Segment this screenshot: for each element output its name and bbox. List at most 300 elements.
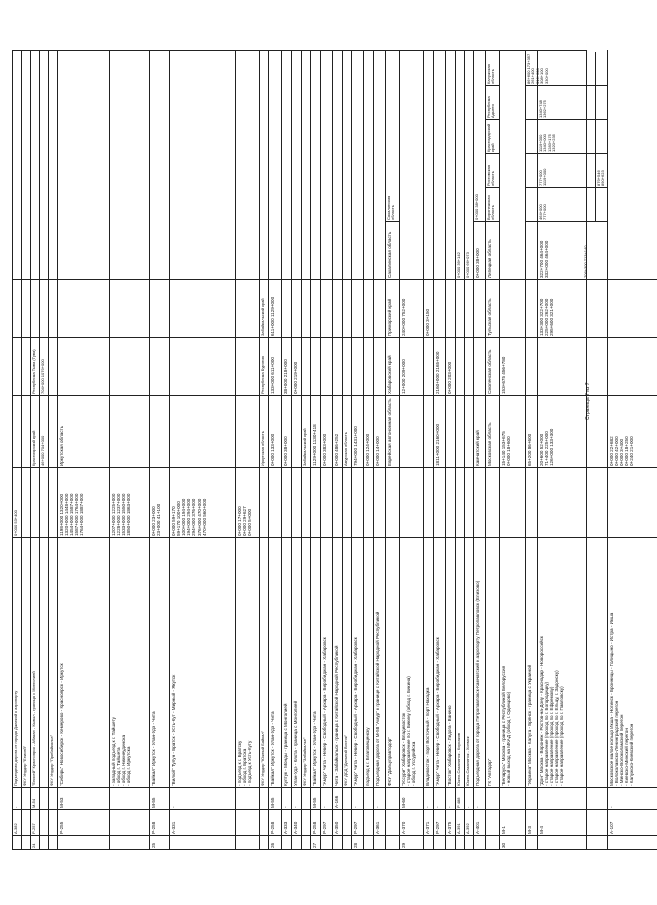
table-cell-r3 xyxy=(500,222,525,280)
table-cell-name: Култук - Монды - граница с Монголией xyxy=(282,538,291,788)
region-header-cell: Калужская область xyxy=(485,52,499,86)
table-row xyxy=(149,50,169,850)
table-cell-name: "Амур" Чита - Невер - Свободный - Архара - Биробиджан - Хабаровск xyxy=(321,538,332,788)
table-cell-old xyxy=(386,788,399,810)
don-km-cell: 464+000 777+000 xyxy=(537,188,607,222)
don-km-cell: 777+000 1119+000 xyxy=(537,154,607,188)
table-cell-no xyxy=(465,836,473,850)
table-cell-r1 xyxy=(321,338,332,396)
table-cell-r3 xyxy=(31,222,39,280)
table-cell-code: А-340 xyxy=(292,810,301,836)
table-cell-r1 xyxy=(311,338,320,396)
table-cell-name: ФКУ "Дальуправтодор" xyxy=(386,538,399,788)
table-cell-code: Р-297 xyxy=(434,810,445,836)
table-cell-region xyxy=(110,396,149,468)
table-cell-name: Владивосток - порт Восточный - порт Находка xyxy=(424,538,433,788)
don-old-km-cell xyxy=(595,188,607,222)
table-cell-region xyxy=(49,396,57,468)
table-cell-region: 0+000 383+000 xyxy=(321,396,332,468)
table-cell-name: "Сибирь" Новосибирск - Кемерово - Красноярск - Иркутск xyxy=(58,538,109,788)
table-cell-no xyxy=(343,836,351,850)
table-cell-old xyxy=(500,788,525,810)
table-cell-no xyxy=(13,836,21,850)
table-cell-region: 20+600 52+000 71+400 225+000 126+000 133+300 xyxy=(538,396,607,468)
table-cell-r2 xyxy=(352,280,363,338)
table-cell-region xyxy=(13,396,21,468)
table-cell-old: - xyxy=(374,788,385,810)
table-cell-name: ФКУ Упрдор "Южный Байкал" xyxy=(260,538,268,788)
table-cell-code: А-107 xyxy=(608,810,657,836)
table-cell-r3: 0+000 39+142 xyxy=(456,222,464,280)
table-cell-region: 46+000 704+000 xyxy=(40,396,48,468)
table-cell-old: - xyxy=(170,788,235,810)
sakhalin-header-cell: Сахалинская область xyxy=(385,188,399,222)
table-cell-code xyxy=(386,810,399,836)
table-cell-r3 xyxy=(170,222,235,280)
table-cell-code: Р-297 xyxy=(321,810,332,836)
table-cell-old: М-60 xyxy=(400,788,423,810)
table-cell-code: М-4 xyxy=(538,810,607,836)
table-cell-km xyxy=(321,468,332,538)
table-row xyxy=(268,50,281,850)
table-cell-name: подъезд к г. Благовещенску xyxy=(364,538,373,788)
table-row xyxy=(455,50,464,850)
table-row xyxy=(281,50,291,850)
table-cell-r1 xyxy=(608,338,657,396)
table-cell-r2 xyxy=(474,280,485,338)
table-cell-r2 xyxy=(282,280,291,338)
table-cell-old xyxy=(538,788,607,810)
table-cell-code: А-371 xyxy=(424,810,433,836)
table-cell-region: 65+200 86+600 xyxy=(526,396,537,468)
table-cell-r2 xyxy=(333,280,342,338)
table-cell-km xyxy=(311,468,320,538)
table-cell-code: А-392 xyxy=(465,810,473,836)
table-cell-km xyxy=(333,468,342,538)
table-cell-r1: 38+000 218+000 xyxy=(282,338,291,396)
table-cell-no: 28 xyxy=(352,836,363,850)
ukraine-km-cell xyxy=(525,154,537,188)
table-cell-old: М-53 xyxy=(58,788,109,810)
table-cell-old: М-55 xyxy=(150,788,169,810)
table-cell-region: 0+000 133+000 xyxy=(269,396,281,468)
table-cell-r3 xyxy=(58,222,109,280)
table-cell-region: 0+000 486+252 xyxy=(333,396,342,468)
table-cell-no xyxy=(292,836,301,850)
table-cell-no xyxy=(374,836,385,850)
table-cell-name: - западный подъезд к г. Тайшету - обход г. Тайшета - обход г. Нижнеудинска - обход г. Иркутска xyxy=(110,538,149,788)
table-cell-r3 xyxy=(434,222,445,280)
table-cell-km xyxy=(434,468,445,538)
table-cell-no xyxy=(236,836,259,850)
table-cell-r2 xyxy=(150,280,169,338)
table-cell-code xyxy=(486,810,499,836)
table-cell-r2 xyxy=(236,280,259,338)
table-cell-name: "Байкал" Иркутск - Улан-Удэ - Чита xyxy=(150,538,169,788)
table-cell-old: - xyxy=(424,788,433,810)
table-cell-name: "Уссури" Хабаровск - Владивосток - старое направление по г. Бикину (обход г. Бикина) - обход г. Уссурийска xyxy=(400,538,423,788)
table-cell-r3 xyxy=(260,222,268,280)
table-cell-km xyxy=(49,468,57,538)
table-cell-code: Р-255 xyxy=(58,810,109,836)
don-old-km-cell xyxy=(595,86,607,120)
table-cell-r2 xyxy=(58,280,109,338)
table-cell-r1 xyxy=(49,338,57,396)
table-cell-code: Р-258 xyxy=(269,810,281,836)
table-cell-r3 xyxy=(364,222,373,280)
table-cell-km: 0+000 23+000 23+000 41+100 xyxy=(150,468,169,538)
table-cell-r3 xyxy=(400,222,423,280)
table-cell-region xyxy=(22,396,30,468)
table-cell-region: Камчатский край xyxy=(474,396,485,468)
table-cell-r3 xyxy=(40,222,48,280)
table-cell-km xyxy=(456,468,464,538)
table-cell-km xyxy=(374,468,385,538)
table-cell-region: 1811+000 2160+000 xyxy=(434,396,445,468)
table-cell-old: - xyxy=(474,788,485,810)
table-cell-r1 xyxy=(13,338,21,396)
don-km-cell: 1119+000 1340+000 1283+175 1320+235 xyxy=(537,120,607,154)
table-cell-old xyxy=(526,788,537,810)
table-cell-name: "Беларусь" Москва - граница с Республикой Белоруссия - новый выход на МКАД (обход г. Одинцово) xyxy=(500,538,525,788)
table-cell-name: "Амур" Чита - Невер - Свободный - Архара - Биробиджан - Хабаровск xyxy=(352,538,363,788)
table-cell-r1: 12+000 209+000 xyxy=(400,338,423,396)
table-cell-r2 xyxy=(343,280,351,338)
don-old-km-cell xyxy=(595,52,607,86)
table-cell-km xyxy=(352,468,363,538)
table-row xyxy=(235,50,259,850)
table-cell-code: М-1 xyxy=(500,810,525,836)
table-cell-no: 25 xyxy=(150,836,169,850)
table-cell-region: Московская область xyxy=(486,396,499,468)
table-cell-km xyxy=(486,468,499,538)
table-cell-old xyxy=(236,788,259,810)
table-row xyxy=(433,50,445,850)
table-cell-r1: Республика Бурятия xyxy=(260,338,268,396)
table-cell-r2 xyxy=(608,280,657,338)
table-cell-old xyxy=(260,788,268,810)
table-cell-r3 xyxy=(302,222,310,280)
table-cell-r2 xyxy=(40,280,48,338)
table-cell-r1 xyxy=(424,338,433,396)
table-cell-no xyxy=(446,836,455,850)
table-cell-no: 24 xyxy=(31,836,39,850)
table-cell-no xyxy=(386,836,399,850)
table-cell-code: А-350 xyxy=(333,810,342,836)
table-cell-name: - подъезд к г. Братску - обход г. Братска - подъезд к Усть-Куту xyxy=(236,538,259,788)
table-cell-r2 xyxy=(22,280,30,338)
table-cell-r2 xyxy=(374,280,385,338)
table-row xyxy=(301,50,310,850)
table-cell-name: "Байкал" Иркутск - Улан-Удэ - Чита xyxy=(269,538,281,788)
table-cell-r2 xyxy=(292,280,301,338)
table-cell-r1: 2160+000 2165+000 xyxy=(434,338,445,396)
table-cell-old: - xyxy=(465,788,473,810)
table-cell-r3: 0+000 66+073 xyxy=(465,222,473,280)
table-cell-km xyxy=(302,468,310,538)
table-cell-r1 xyxy=(526,338,537,396)
table-cell-r3 xyxy=(311,222,320,280)
table-cell-r1 xyxy=(150,338,169,396)
table-cell-r3 xyxy=(321,222,332,280)
table-cell-code xyxy=(40,810,48,836)
table-cell-r3 xyxy=(343,222,351,280)
table-cell-km xyxy=(526,468,537,538)
table-cell-r1: Республика Тыва (Тува) xyxy=(31,338,39,396)
table-cell-r1 xyxy=(110,338,149,396)
table-row xyxy=(12,50,21,850)
table-cell-no xyxy=(456,836,464,850)
table-cell-region: Красноярский край xyxy=(31,396,39,468)
table-cell-r3: Липецкая область xyxy=(486,222,499,280)
table-cell-r2 xyxy=(446,280,455,338)
table-cell-region: Забайкальский край xyxy=(302,396,310,468)
table-cell-r2 xyxy=(31,280,39,338)
table-cell-region: 1129+000 1130+418 xyxy=(311,396,320,468)
table-cell-region xyxy=(465,396,473,468)
table-cell-name: "Амур" Чита - Невер - Свободный - Архара - Биробиджан - Хабаровск xyxy=(434,538,445,788)
table-cell-no xyxy=(302,836,310,850)
table-cell-name: Чита - Забайкальск - граница с Китайской Народной Республикой xyxy=(333,538,342,788)
table-cell-r2 xyxy=(321,280,332,338)
table-row xyxy=(423,50,433,850)
table-cell-r3 xyxy=(282,222,291,280)
table-row xyxy=(445,50,455,850)
table-cell-r1: Смоленская область xyxy=(486,338,499,396)
table-cell-name: "Дон" Москва - Воронеж - Ростов-на-Дону - Краснодар - Новороссийск - старое направление (проход по г. Богородицку) - старое направление (проход по г. Ефремову) - старое направление (проход по г. Ельцу, г. Задонску) - старое направление (проход по г. Павловску) xyxy=(538,538,607,788)
table-cell-r1 xyxy=(465,338,473,396)
table-cell-km xyxy=(292,468,301,538)
table-cell-r2 xyxy=(302,280,310,338)
table-cell-code: Р-258 xyxy=(150,810,169,836)
table-cell-region xyxy=(150,396,169,468)
table-cell-r2: Забайкальский край xyxy=(260,280,268,338)
table-cell-region: 794+000 1431+000 xyxy=(352,396,363,468)
table-row xyxy=(48,50,57,850)
table-cell-km xyxy=(22,468,30,538)
table-cell-no xyxy=(110,836,149,850)
table-cell-km xyxy=(40,468,48,538)
table-cell-no xyxy=(608,836,657,850)
table-cell-no xyxy=(434,836,445,850)
table-cell-r3: 322+700 464+000 332+000 464+000 xyxy=(538,222,607,280)
ukraine-km-cell xyxy=(525,120,537,154)
ukraine-km-cell xyxy=(525,188,537,222)
table-cell-no xyxy=(321,836,332,850)
table-row xyxy=(373,50,385,850)
table-cell-r2: 240+000 752+000 xyxy=(400,280,423,338)
table-cell-old: М-55 xyxy=(311,788,320,810)
table-cell-no xyxy=(474,836,485,850)
table-cell-region: Иркутская область xyxy=(260,396,268,468)
table-cell-name: Подъездная дорога от города Петропавловск-Камчатский к аэропорту Петропавловск (Елизово) xyxy=(474,538,485,788)
table-cell-name: Южно-Сахалинск - Корсаков xyxy=(456,538,464,788)
table-cell-code xyxy=(22,810,30,836)
table-cell-no xyxy=(282,836,291,850)
table-cell-code: А-401 xyxy=(474,810,485,836)
table-cell-no xyxy=(333,836,342,850)
don-extra-km-cell: 706+300 713+140 xyxy=(583,222,595,280)
table-row xyxy=(607,50,657,850)
table-cell-r2 xyxy=(434,280,445,338)
table-cell-km xyxy=(260,468,268,538)
table-cell-r1: 0+000 203+000 xyxy=(446,338,455,396)
table-cell-name: Московское малое кольцо Икша - Ногинск - Бронницы - Голицыно - Истра - Икша - Волоколамско-Ленинградский перегон - Минско-Волоколамский перегон - Киевско-Минский перегон - Калужско-Киевский перегон xyxy=(608,538,657,788)
table-cell-code: А-391 xyxy=(456,810,464,836)
table-row xyxy=(310,50,320,850)
table-cell-r2 xyxy=(364,280,373,338)
table-cell-r1: 153+675 456+780 xyxy=(500,338,525,396)
table-cell-old xyxy=(40,788,48,810)
table-row xyxy=(399,50,423,850)
table-cell-code: А-370 xyxy=(400,810,423,836)
table-cell-region xyxy=(292,396,301,468)
table-cell-r3 xyxy=(110,222,149,280)
table-cell-region: 0+000 38+000 xyxy=(282,396,291,468)
table-cell-r1: 704+000 1079+000 xyxy=(40,338,48,396)
table-cell-km xyxy=(282,468,291,538)
table-cell-region: 0+000 22+682 0+000 42+000 0+000 3+400 0+000 18+250 0+240 21+000 xyxy=(608,396,657,468)
table-cell-km xyxy=(474,468,485,538)
table-cell-region: Еврейская автономная область xyxy=(386,396,399,468)
table-cell-r2 xyxy=(456,280,464,338)
table-cell-r2 xyxy=(49,280,57,338)
table-cell-km xyxy=(500,468,525,538)
table-row xyxy=(320,50,332,850)
table-cell-r2: 133+300 322+700 225+000 262+000 295+600 321+000 xyxy=(538,280,607,338)
table-cell-old: Р 488 xyxy=(456,788,464,810)
table-cell-km xyxy=(608,468,657,538)
table-cell-r1 xyxy=(364,338,373,396)
table-row xyxy=(39,50,48,850)
table-cell-km xyxy=(465,468,473,538)
table-cell-r1 xyxy=(22,338,30,396)
table-cell-code: Р-257 xyxy=(31,810,39,836)
table-cell-old: М-54 xyxy=(31,788,39,810)
table-row xyxy=(351,50,363,850)
table-cell-region: 0+000 124+000 xyxy=(364,396,373,468)
table-cell-r1 xyxy=(58,338,109,396)
table-cell-old: М-55 xyxy=(269,788,281,810)
table-cell-region: Амурская область xyxy=(343,396,351,468)
table-cell-km xyxy=(400,468,423,538)
kamchatka-km-cell: 0+000 38+000 xyxy=(473,188,485,222)
table-row xyxy=(464,50,473,850)
table-cell-r3 xyxy=(150,222,169,280)
table-cell-no xyxy=(40,836,48,850)
table-cell-r2: Приморский край xyxy=(386,280,399,338)
table-cell-r3: Сахалинская область xyxy=(386,222,399,280)
table-cell-region xyxy=(170,396,235,468)
table-row xyxy=(169,50,235,850)
table-row xyxy=(109,50,149,850)
table-cell-r2 xyxy=(526,280,537,338)
table-cell-r1 xyxy=(456,338,464,396)
table-cell-km xyxy=(269,468,281,538)
table-cell-old: - xyxy=(608,788,657,810)
table-cell-r1 xyxy=(236,338,259,396)
table-cell-name: Подъездная дорога от М-58 "Амур" к границе с Китайской Народной Республикой xyxy=(374,538,385,788)
table-row xyxy=(363,50,373,850)
table-row xyxy=(342,50,351,850)
table-cell-r3: 0+000 38+000 xyxy=(474,222,485,280)
table-cell-km: 1207+000 1225+000 1228+000 1237+000 1533+000 1550+000 1850+000 1863+000 xyxy=(110,468,149,538)
table-cell-r2 xyxy=(170,280,235,338)
table-cell-no xyxy=(170,836,235,850)
region-header-cell: Краснодарский край xyxy=(485,120,499,154)
table-cell-no xyxy=(486,836,499,850)
ukraine-km-cell xyxy=(525,86,537,120)
table-cell-code: А-375 xyxy=(446,810,455,836)
table-cell-no: 29 xyxy=(400,836,423,850)
table-cell-code xyxy=(236,810,259,836)
table-cell-code xyxy=(260,810,268,836)
table-cell-r1 xyxy=(538,338,607,396)
table-cell-r2: Тульская область xyxy=(486,280,499,338)
table-cell-no xyxy=(364,836,373,850)
table-cell-old: - xyxy=(321,788,332,810)
table-cell-old: - xyxy=(352,788,363,810)
table-cell-no: 26 xyxy=(269,836,281,850)
table-cell-no xyxy=(526,836,537,850)
table-cell-code: А-361 xyxy=(374,810,385,836)
table-cell-r3 xyxy=(352,222,363,280)
table-cell-code xyxy=(302,810,310,836)
table-row xyxy=(30,50,39,850)
table-row xyxy=(473,50,485,850)
table-cell-no: 30 xyxy=(500,836,525,850)
table-cell-old: - xyxy=(446,788,455,810)
table-cell-code: Р-297 xyxy=(352,810,363,836)
table-cell-old xyxy=(49,788,57,810)
table-cell-code: Р-258 xyxy=(311,810,320,836)
table-cell-region xyxy=(424,396,433,468)
table-cell-name: "Байкал" Иркутск - Улан-Удэ - Чита xyxy=(311,538,320,788)
table-cell-km: 1198+000 1320+000 1320+000 1448+000 1454+000 1587+000 1587+000 1764+000 1764+000 1887+000 xyxy=(58,468,109,538)
table-cell-region: 15+140 153+675 0+000 18+600 xyxy=(500,396,525,468)
table-cell-r1 xyxy=(170,338,235,396)
table-cell-old: - xyxy=(292,788,301,810)
ukraine-km-cell: 86+600 173+357 261+400 316+600 308+100 330+000 xyxy=(525,53,549,84)
table-cell-r3 xyxy=(269,222,281,280)
table-cell-code: А-331 xyxy=(170,810,235,836)
don-old-km-cell xyxy=(595,120,607,154)
table-cell-r3 xyxy=(292,222,301,280)
table-cell-r3 xyxy=(526,222,537,280)
table-cell-code xyxy=(49,810,57,836)
table-cell-km xyxy=(364,468,373,538)
table-cell-name: ФКУ Упрдор "Прибайкалье" xyxy=(49,538,57,788)
don-km-cell: 1340+748 1362+275 xyxy=(537,86,607,120)
table-cell-region: Иркутская область xyxy=(58,396,109,468)
table-cell-r1 xyxy=(352,338,363,396)
table-cell-name: "Украина" Москва - Калуга - Брянск - граница с Украиной xyxy=(526,538,537,788)
table-cell-r2: 0+000 3+150 xyxy=(424,280,433,338)
table-cell-name: ФКУ ДСД "Дальний Восток" xyxy=(343,538,351,788)
table-cell-name: "Восток" Хабаровск - Лидога - Ванино xyxy=(446,538,455,788)
region-header-cell: Воронежская область xyxy=(485,188,499,222)
table-cell-region xyxy=(236,396,259,468)
table-cell-old xyxy=(343,788,351,810)
table-cell-code: А-382 xyxy=(13,810,21,836)
table-cell-r1 xyxy=(474,338,485,396)
table-cell-r3 xyxy=(13,222,21,280)
table-cell-r2 xyxy=(465,280,473,338)
table-cell-r2: 611+000 1129+000 xyxy=(269,280,281,338)
table-cell-code xyxy=(343,810,351,836)
table-row xyxy=(385,50,399,850)
table-cell-old: А-166 xyxy=(333,788,342,810)
